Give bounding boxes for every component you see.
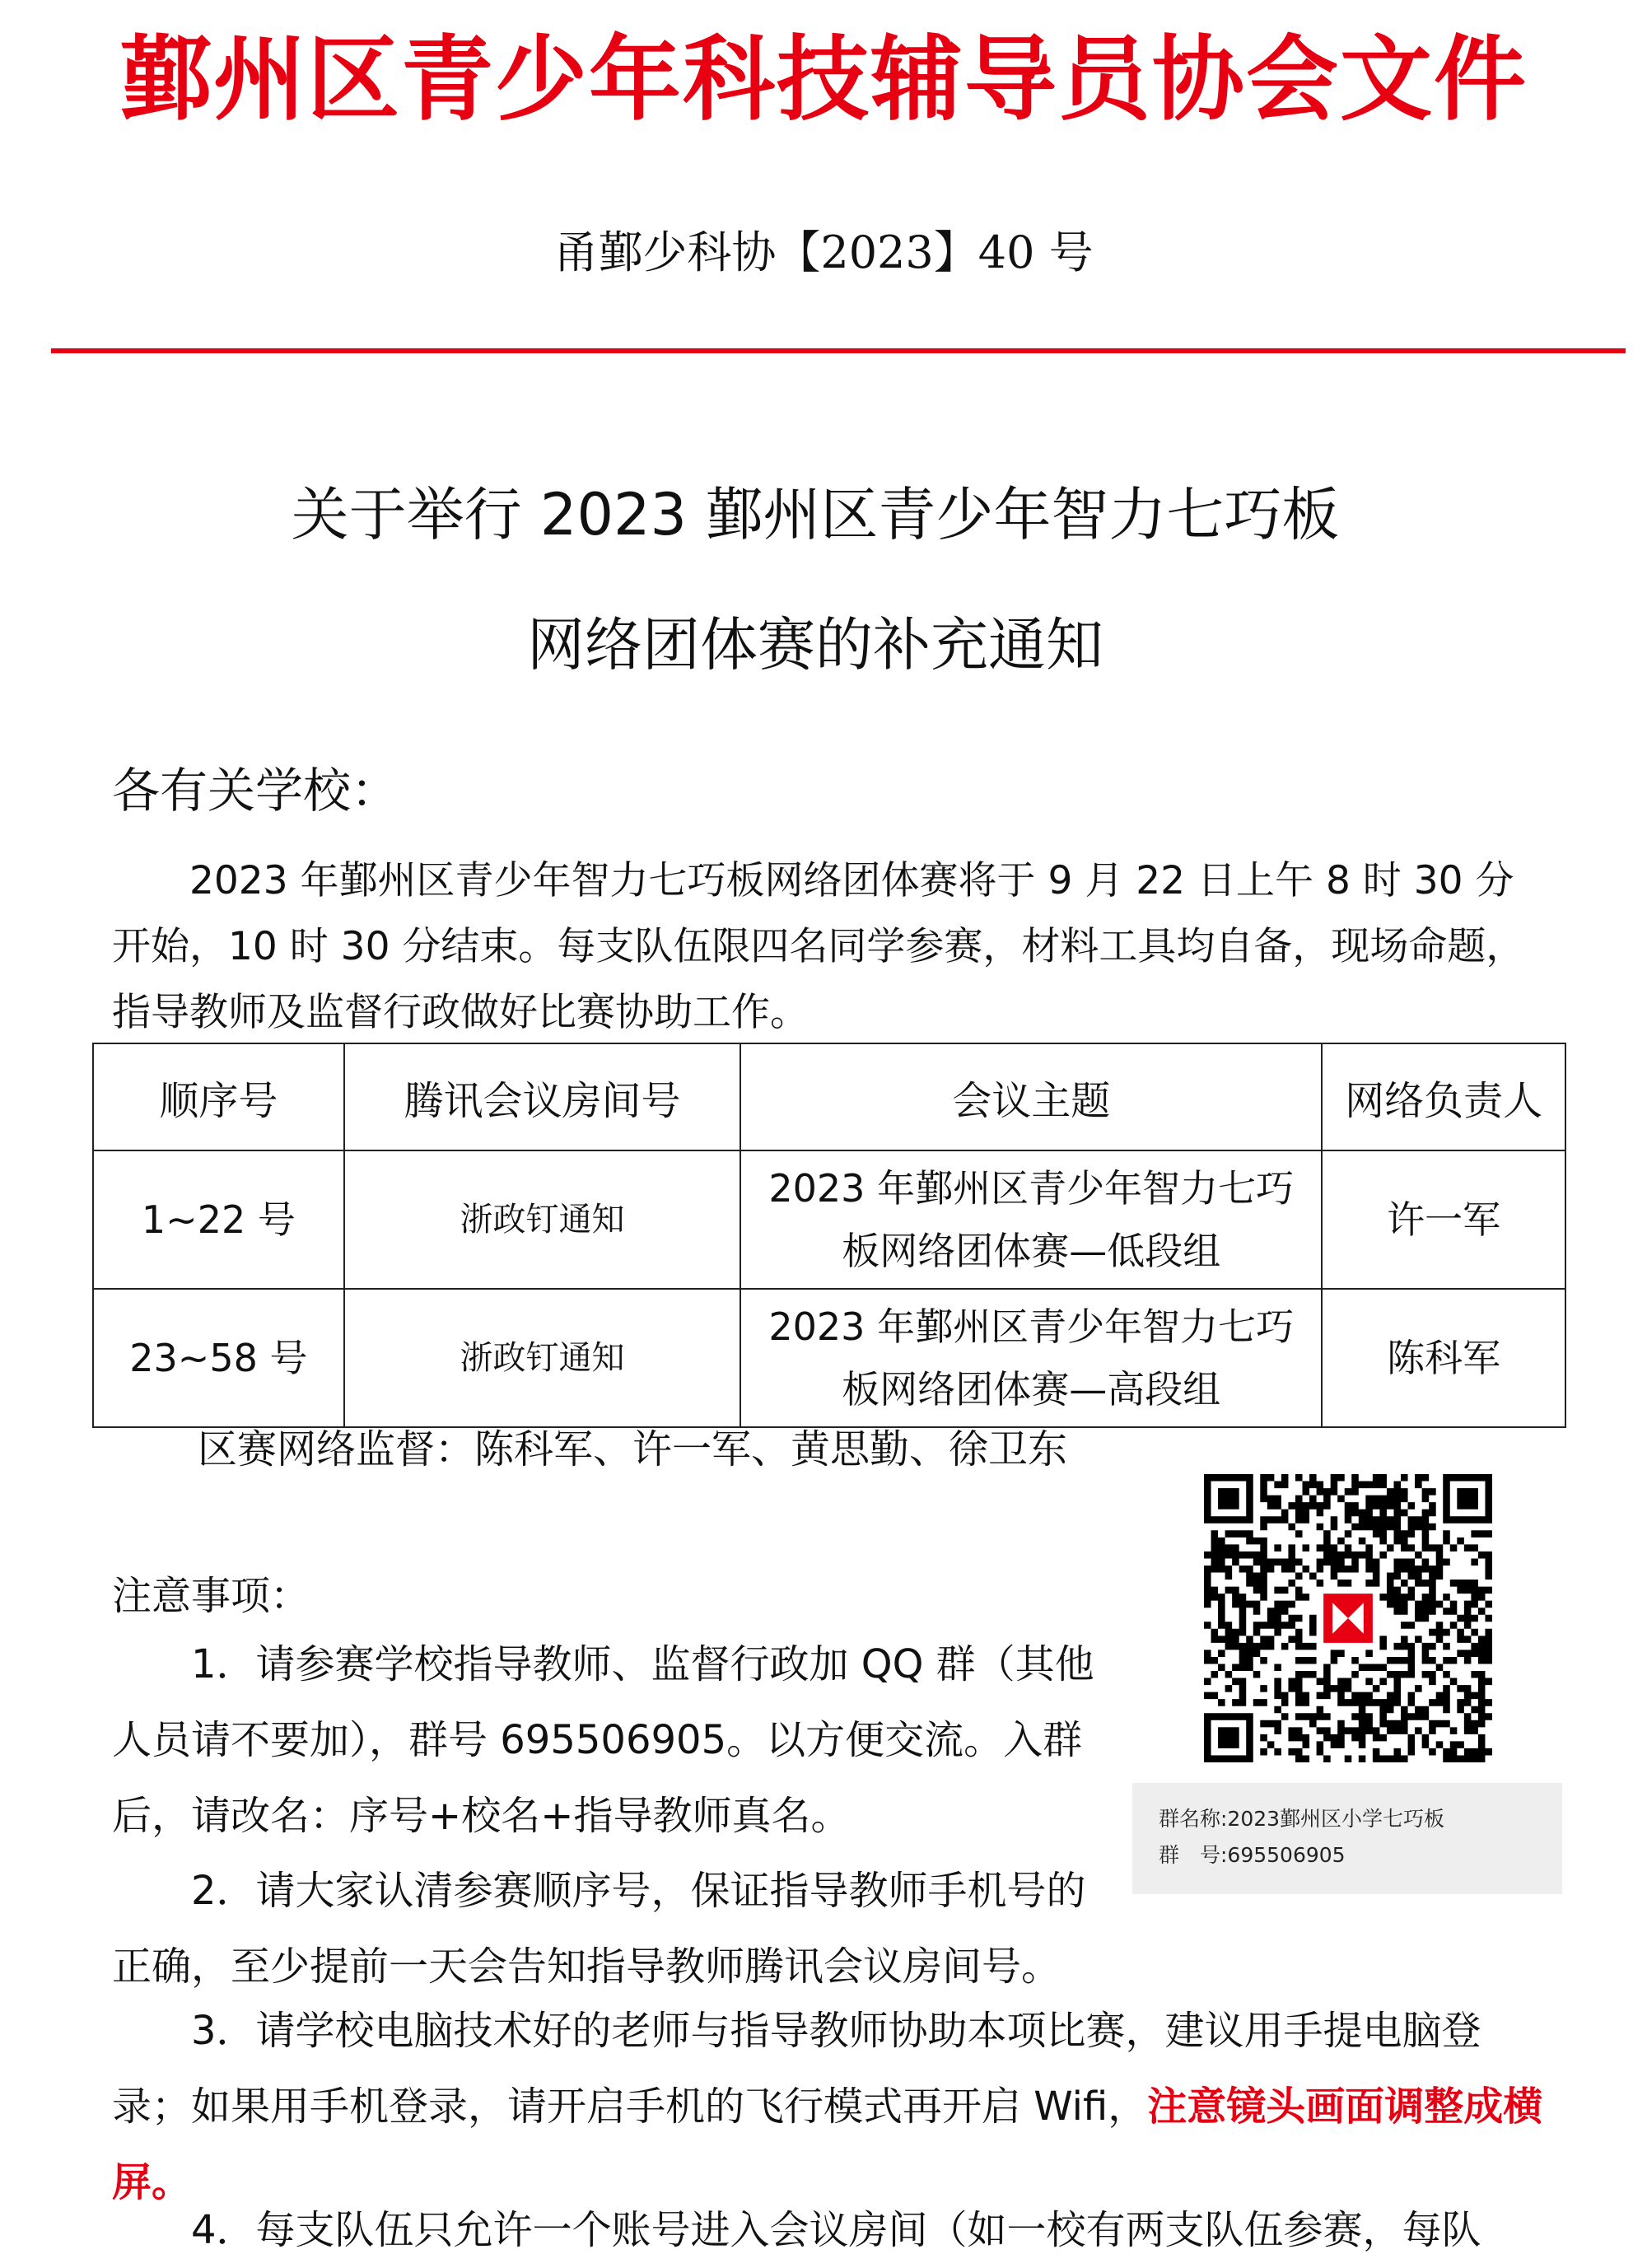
notes-heading: 注意事项： xyxy=(112,1573,310,1619)
notice-title-line-1: 关于举行 2023 鄞州区青少年智力七巧板 xyxy=(291,481,1340,548)
qr-finder-pattern xyxy=(1218,1727,1239,1748)
qr-finder-pattern xyxy=(1457,1488,1478,1510)
column-header: 会议主题 xyxy=(740,1043,1322,1150)
room-cell: 浙政钉通知 xyxy=(344,1289,740,1427)
topic-line: 板网络团体赛—低段组 xyxy=(842,1229,1221,1273)
document-number: 甬鄞少科协【2023】40 号 xyxy=(553,226,1094,278)
table-row xyxy=(93,1289,1565,1427)
sequence-cell: 1~22 号 xyxy=(93,1150,344,1289)
sequence-cell: 23~58 号 xyxy=(93,1289,344,1427)
supervision-line: 区赛网络监督：陈科军、许一军、黄思勤、徐卫东 xyxy=(198,1426,1068,1472)
person-cell: 陈科军 xyxy=(1322,1289,1565,1427)
column-header: 顺序号 xyxy=(93,1043,344,1150)
qr-finder-pattern xyxy=(1218,1488,1239,1510)
note-item-3 xyxy=(112,1993,1545,2220)
table-header-row xyxy=(93,1043,1565,1150)
topic-cell xyxy=(740,1289,1322,1427)
note-item-1: 1．请参赛学校指导教师、监督行政加 QQ 群（其他人员请不要加），群号 695506905。以方便交流。入群后，请改名：序号+校名+指导教师真名。 xyxy=(112,1641,1094,1839)
note-item-3-text: 3．请学校电脑技术好的老师与指导教师协助本项比赛，建议用手提电脑登录；如果用手机登录，请开启手机的飞行模式再开启 Wifi， xyxy=(112,2008,1481,2130)
table-row xyxy=(93,1150,1565,1289)
note-item-3-highlight: 注意镜头画面调整成横屏。 xyxy=(112,2084,1543,2205)
person-cell: 许一军 xyxy=(1322,1150,1565,1289)
qr-group-number: 群 号:695506905 xyxy=(1159,1843,1346,1867)
schedule-table xyxy=(92,1043,1566,1428)
document-header-title: 鄞州区青少年科技辅导员协会文件 xyxy=(119,26,1528,133)
qr-group-name: 群名称:2023鄞州区小学七巧板 xyxy=(1159,1807,1445,1831)
salutation: 各有关学校： xyxy=(112,763,399,819)
note-item-4: 4．每支队伍只允许一个账号进入会议房间（如一校有两支队伍参赛，每队 xyxy=(191,2207,1481,2253)
qr-code-image xyxy=(1204,1474,1492,1762)
topic-line: 2023 年鄞州区青少年智力七巧 xyxy=(768,1304,1295,1349)
note-item-2: 2．请大家认清参赛顺序号，保证指导教师手机号的正确，至少提前一天会告知指导教师腾讯会议房间号。 xyxy=(112,1868,1086,1990)
topic-cell xyxy=(740,1150,1322,1289)
column-header: 腾讯会议房间号 xyxy=(344,1043,740,1150)
room-cell: 浙政钉通知 xyxy=(344,1150,740,1289)
intro-paragraph: 2023 年鄞州区青少年智力七巧板网络团体赛将于 9 月 22 日上午 8 时 30 分开始，10 时 30 分结束。每支队伍限四名同学参赛，材料工具均自备，现场命题，指导教师及监督行政做好比赛协助工作。 xyxy=(112,858,1525,1035)
topic-line: 板网络团体赛—高段组 xyxy=(842,1367,1221,1412)
header-divider xyxy=(51,348,1626,353)
column-header: 网络负责人 xyxy=(1322,1043,1565,1150)
qq-group-qr-code xyxy=(1204,1474,1492,1762)
qr-caption-box xyxy=(1132,1783,1562,1894)
topic-line: 2023 年鄞州区青少年智力七巧 xyxy=(768,1166,1295,1211)
notice-title-line-2: 网络团体赛的补充通知 xyxy=(527,611,1103,679)
